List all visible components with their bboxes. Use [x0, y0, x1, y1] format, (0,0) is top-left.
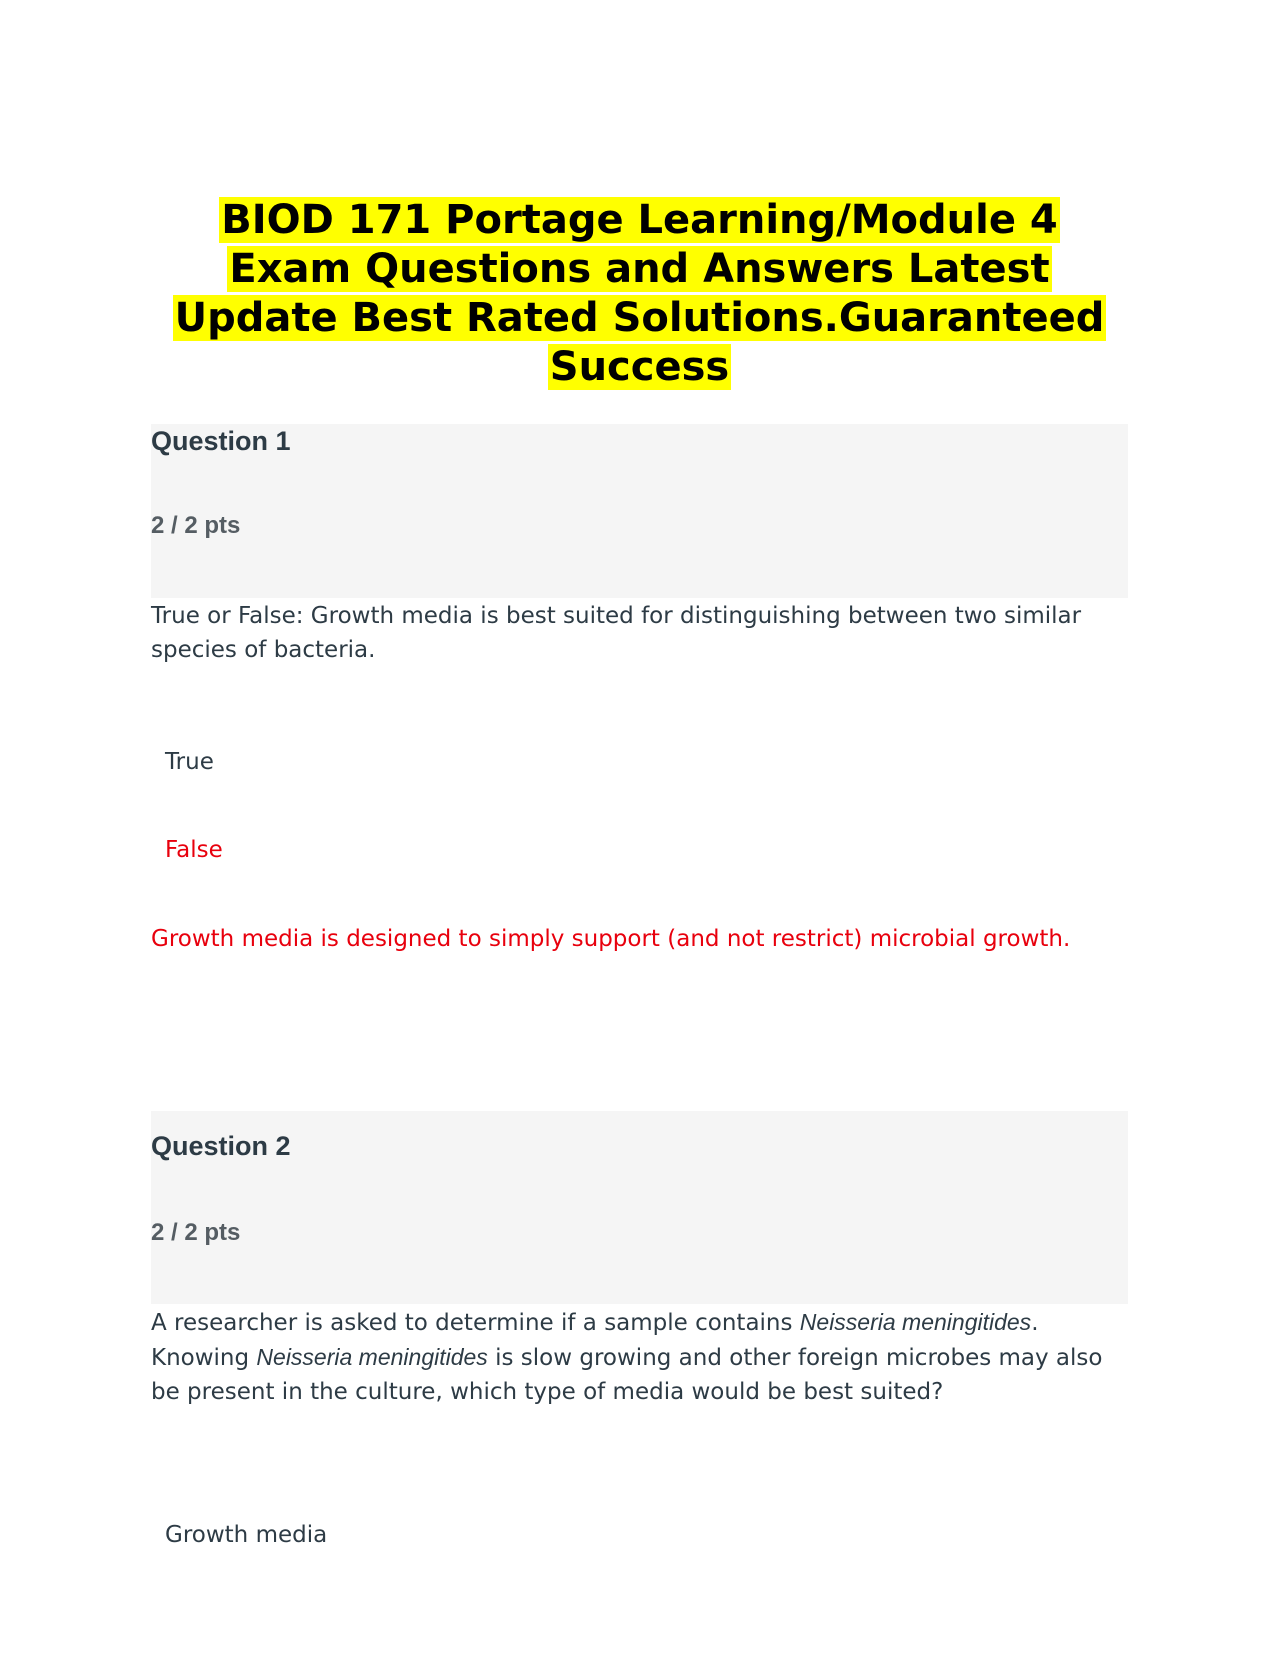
title-line: BIOD 171 Portage Learning/Module 4 — [221, 197, 1058, 243]
question-2-header — [151, 1111, 1128, 1304]
question-1-answer-false-correct[interactable]: False — [165, 837, 223, 863]
question-2-text — [151, 1305, 1128, 1409]
question-1-text: True or False: Growth media is best suited for distinguishing between two similar species of bacteria. — [151, 603, 1082, 663]
title-line: Success — [549, 344, 730, 390]
question-2-points: 2 / 2 pts — [151, 1219, 241, 1246]
title-line: Update Best Rated Solutions.Guaranteed — [174, 295, 1105, 341]
question-2-text-part: A researcher is asked to determine if a sample contains — [151, 1310, 800, 1336]
title-line: Exam Questions and Answers Latest — [229, 246, 1050, 292]
question-2-title: Question 2 — [151, 1131, 291, 1161]
question-1-points: 2 / 2 pts — [151, 512, 241, 539]
document-title — [151, 196, 1128, 392]
question-2-answer-growth-media[interactable]: Growth media — [165, 1522, 328, 1548]
question-2-text-part: is slow growing and other foreign microbes may also be present in the culture, which type of media would be best suited? — [151, 1345, 1103, 1405]
species-name: Neisseria meningitides — [256, 1344, 488, 1370]
question-1-title: Question 1 — [151, 426, 291, 456]
species-name: Neisseria meningitides — [799, 1309, 1032, 1335]
question-1-header — [151, 424, 1128, 598]
question-2-text-part: . Knowing — [151, 1310, 1039, 1371]
question-1-answer-true[interactable]: True — [165, 749, 214, 775]
question-1-explanation: Growth media is designed to simply support (and not restrict) microbial growth. — [151, 926, 1071, 952]
